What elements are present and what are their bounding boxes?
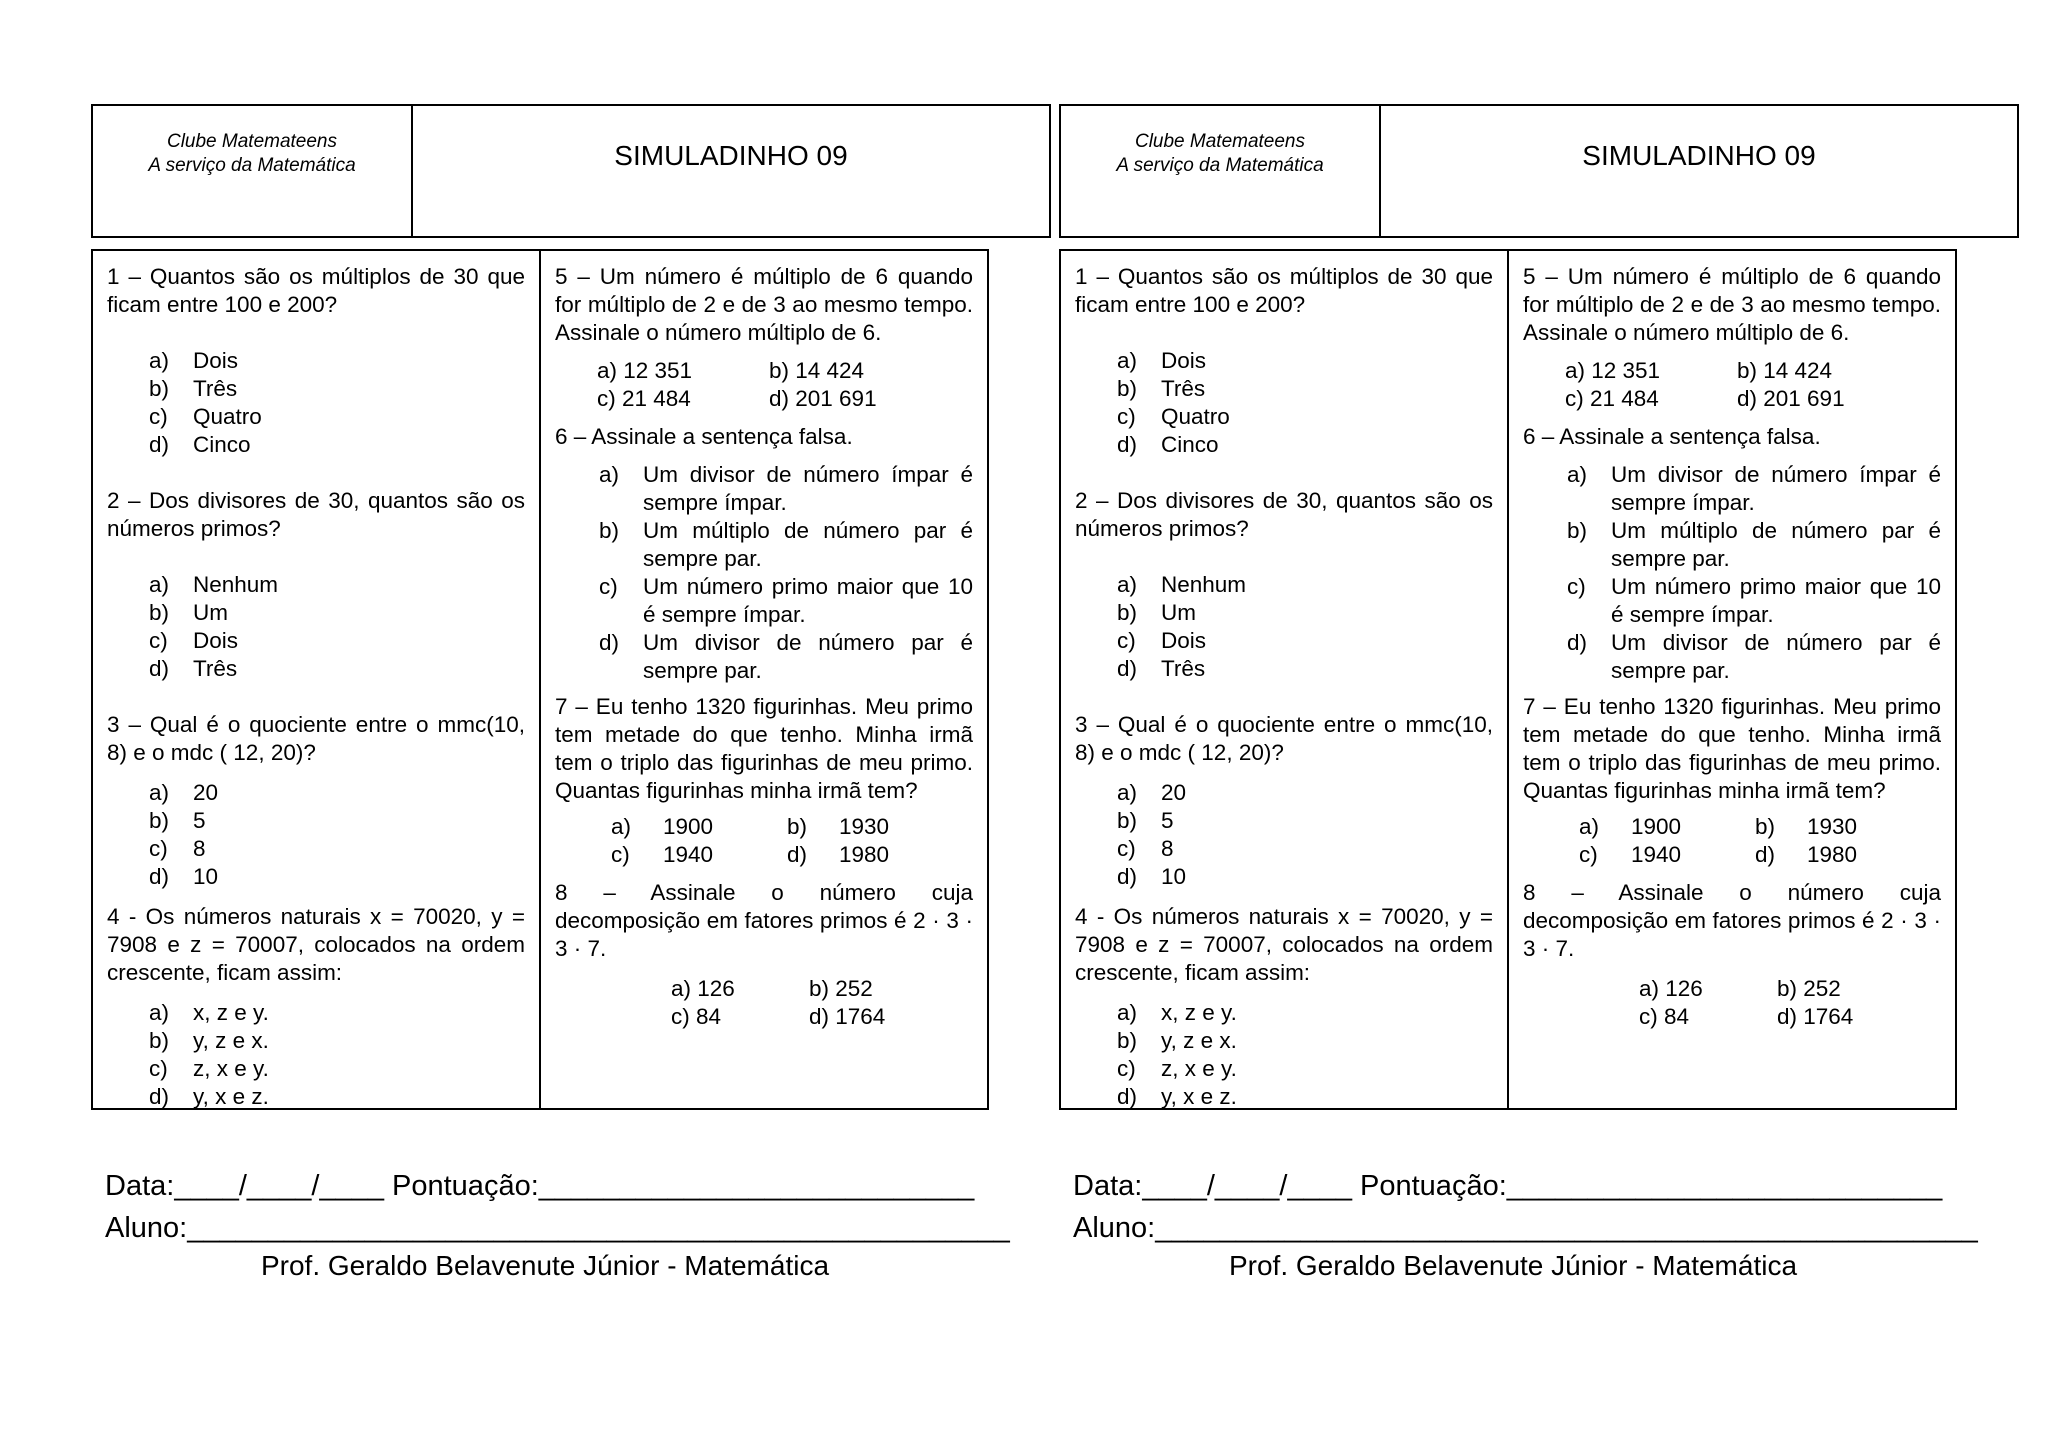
option[interactable]: d) 10: [1117, 864, 1187, 889]
option[interactable]: a) Dois: [149, 348, 239, 373]
answer-footer: [1073, 1170, 2019, 1282]
option[interactable]: a) Nenhum: [149, 572, 279, 597]
question-7-options: [555, 813, 973, 869]
option[interactable]: c) Quatro: [149, 404, 262, 429]
student-name-field[interactable]: Aluno:___________________________________________________: [1073, 1212, 1978, 1244]
option[interactable]: a) Dois: [1117, 348, 1207, 373]
question-5-options: [555, 357, 973, 413]
option[interactable]: b) Um múltiplo de número par é sempre par.: [599, 518, 973, 571]
question-4: 4 - Os números naturais x = 70020, y = 7908 e z = 70007, colocados na ordem crescente, ficam assim:: [107, 904, 525, 985]
question-8-options: [555, 975, 973, 1031]
question-5: 5 – Um número é múltiplo de 6 quando for múltiplo de 2 e de 3 ao mesmo tempo. Assinale o número múltiplo de 6.: [1523, 264, 1941, 345]
question-6-options: [555, 461, 973, 685]
quiz-sheet-left: [91, 0, 1051, 1448]
question-1: 1 – Quantos são os múltiplos de 30 que ficam entre 100 e 200?: [1075, 264, 1493, 317]
option[interactable]: b) 5: [1117, 808, 1174, 833]
option-key[interactable]: a): [1579, 814, 1600, 839]
option[interactable]: a) 20: [1117, 780, 1187, 805]
quiz-title: SIMULADINHO 09: [1582, 140, 1816, 171]
option[interactable]: c) Um número primo maior que 10 é sempre ímpar.: [1567, 574, 1941, 627]
option[interactable]: d) y, x e z.: [1117, 1084, 1237, 1109]
question-7-options: [1523, 813, 1941, 869]
quiz-sheet-right: [1059, 0, 2019, 1448]
professor-name: Prof. Geraldo Belavenute Júnior - Matemática: [260, 1250, 830, 1281]
option[interactable]: b) Três: [149, 376, 238, 401]
option-key[interactable]: d): [1755, 842, 1776, 867]
question-4: 4 - Os números naturais x = 70020, y = 7908 e z = 70007, colocados na ordem crescente, ficam assim:: [1075, 904, 1493, 985]
question-4-options: [1075, 999, 1493, 1111]
club-name: [1061, 106, 1381, 236]
question-3: 3 – Qual é o quociente entre o mmc(10, 8) e o mdc ( 12, 20)?: [107, 712, 525, 765]
option[interactable]: d) y, x e z.: [149, 1084, 269, 1109]
question-3-options: [1075, 779, 1493, 891]
option[interactable]: a) 12 351: [597, 358, 693, 383]
option[interactable]: a) x, z e y.: [149, 1000, 269, 1025]
option[interactable]: 1900: [1631, 814, 1682, 839]
option[interactable]: d) Um divisor de número par é sempre par.: [1567, 630, 1941, 683]
option[interactable]: d) 1764: [1777, 1004, 1854, 1029]
option[interactable]: a) 20: [149, 780, 219, 805]
option-key[interactable]: b): [787, 814, 808, 839]
question-1-options: [1075, 347, 1493, 459]
questions-left-column: [93, 251, 541, 1108]
question-2-options: [107, 571, 525, 683]
question-5-options: [1523, 357, 1941, 413]
question-8-options: [1523, 975, 1941, 1031]
option[interactable]: 1930: [1807, 814, 1858, 839]
option[interactable]: b) Um: [1117, 600, 1196, 625]
option[interactable]: 1930: [839, 814, 890, 839]
option[interactable]: a) 12 351: [1565, 358, 1661, 383]
questions-box: [91, 249, 989, 1110]
question-7: 7 – Eu tenho 1320 figurinhas. Meu primo tem metade do que tenho. Minha irmã tem o triplo das figurinhas de meu primo. Quantas figurinhas minha irmã tem?: [1523, 694, 1941, 803]
option-key[interactable]: a): [611, 814, 632, 839]
option[interactable]: b) y, z e x.: [1117, 1028, 1237, 1053]
option[interactable]: a) 126: [1639, 976, 1703, 1001]
option[interactable]: b) Três: [1117, 376, 1206, 401]
option[interactable]: a) 126: [671, 976, 735, 1001]
option[interactable]: c) 84: [671, 1004, 722, 1029]
option[interactable]: b) 14 424: [1737, 358, 1833, 383]
option[interactable]: b) 5: [149, 808, 206, 833]
option[interactable]: c) 84: [1639, 1004, 1690, 1029]
option[interactable]: c) Quatro: [1117, 404, 1230, 429]
club-line-1: Clube Matemateens: [166, 131, 338, 152]
option[interactable]: b) y, z e x.: [149, 1028, 269, 1053]
question-6-options: [1523, 461, 1941, 685]
option[interactable]: d) 10: [149, 864, 219, 889]
sheet-header: [91, 104, 1051, 238]
option[interactable]: 1980: [839, 842, 890, 867]
option[interactable]: b) 252: [1777, 976, 1841, 1001]
option[interactable]: c) Dois: [149, 628, 239, 653]
answer-footer: [105, 1170, 1051, 1282]
option[interactable]: a) Nenhum: [1117, 572, 1247, 597]
option[interactable]: d) Cinco: [149, 432, 251, 457]
questions-right-column: [1509, 251, 1955, 1108]
question-2-options: [1075, 571, 1493, 683]
question-3: 3 – Qual é o quociente entre o mmc(10, 8) e o mdc ( 12, 20)?: [1075, 712, 1493, 765]
option[interactable]: c) 21 484: [1565, 386, 1659, 411]
option[interactable]: 1940: [663, 842, 714, 867]
option[interactable]: a) Um divisor de número ímpar é sempre ímpar.: [599, 462, 973, 515]
option[interactable]: 1980: [1807, 842, 1858, 867]
quiz-title: SIMULADINHO 09: [614, 140, 848, 171]
question-1: 1 – Quantos são os múltiplos de 30 que ficam entre 100 e 200?: [107, 264, 525, 317]
option-key[interactable]: b): [1755, 814, 1776, 839]
option[interactable]: c) 21 484: [597, 386, 691, 411]
question-1-options: [107, 347, 525, 459]
option[interactable]: a) Um divisor de número ímpar é sempre ímpar.: [1567, 462, 1941, 515]
option[interactable]: c) Dois: [1117, 628, 1207, 653]
option-key[interactable]: d): [787, 842, 808, 867]
option[interactable]: c) z, x e y.: [1117, 1056, 1237, 1081]
option[interactable]: a) x, z e y.: [1117, 1000, 1237, 1025]
sheet-header: [1059, 104, 2019, 238]
option[interactable]: d) Cinco: [1117, 432, 1219, 457]
questions-left-column: [1061, 251, 1509, 1108]
question-8: 8 – Assinale o número cuja decomposição em fatores primos é 2 · 3 · 3 · 7.: [555, 880, 973, 961]
option[interactable]: 1900: [663, 814, 714, 839]
option[interactable]: b) 252: [809, 976, 873, 1001]
student-name-field[interactable]: Aluno:___________________________________________________: [105, 1212, 1010, 1244]
questions-box: [1059, 249, 1957, 1110]
option[interactable]: c) Um número primo maior que 10 é sempre ímpar.: [599, 574, 973, 627]
question-2: 2 – Dos divisores de 30, quantos são os números primos?: [107, 488, 525, 541]
option[interactable]: c) 8: [1117, 836, 1174, 861]
option[interactable]: b) 14 424: [769, 358, 865, 383]
club-line-2: A serviço da Matemática: [1116, 155, 1324, 176]
option[interactable]: c) z, x e y.: [149, 1056, 269, 1081]
questions-right-column: [541, 251, 987, 1108]
question-5: 5 – Um número é múltiplo de 6 quando for múltiplo de 2 e de 3 ao mesmo tempo. Assinale o número múltiplo de 6.: [555, 264, 973, 345]
option[interactable]: d) Três: [1117, 656, 1206, 681]
club-name: [93, 106, 413, 236]
option[interactable]: b) Um múltiplo de número par é sempre par.: [1567, 518, 1941, 571]
question-3-options: [107, 779, 525, 891]
question-6: 6 – Assinale a sentença falsa.: [1523, 424, 1821, 449]
option[interactable]: d) Três: [149, 656, 238, 681]
option[interactable]: d) Um divisor de número par é sempre par.: [599, 630, 973, 683]
question-8: 8 – Assinale o número cuja decomposição em fatores primos é 2 · 3 · 3 · 7.: [1523, 880, 1941, 961]
date-score-field[interactable]: Data:____/____/____ Pontuação:___________________________: [105, 1170, 975, 1202]
question-7: 7 – Eu tenho 1320 figurinhas. Meu primo tem metade do que tenho. Minha irmã tem o triplo das figurinhas de meu primo. Quantas figurinhas minha irmã tem?: [555, 694, 973, 803]
option[interactable]: d) 201 691: [1737, 386, 1845, 411]
option[interactable]: d) 1764: [809, 1004, 886, 1029]
option[interactable]: c) 8: [149, 836, 206, 861]
date-score-field[interactable]: Data:____/____/____ Pontuação:___________________________: [1073, 1170, 1943, 1202]
question-2: 2 – Dos divisores de 30, quantos são os números primos?: [1075, 488, 1493, 541]
question-6: 6 – Assinale a sentença falsa.: [555, 424, 853, 449]
option-key[interactable]: c): [611, 842, 630, 867]
question-4-options: [107, 999, 525, 1111]
option-key[interactable]: c): [1579, 842, 1598, 867]
professor-name: Prof. Geraldo Belavenute Júnior - Matemática: [1228, 1250, 1798, 1281]
option[interactable]: d) 201 691: [769, 386, 877, 411]
option[interactable]: b) Um: [149, 600, 228, 625]
option[interactable]: 1940: [1631, 842, 1682, 867]
club-line-2: A serviço da Matemática: [148, 155, 356, 176]
club-line-1: Clube Matemateens: [1134, 131, 1306, 152]
